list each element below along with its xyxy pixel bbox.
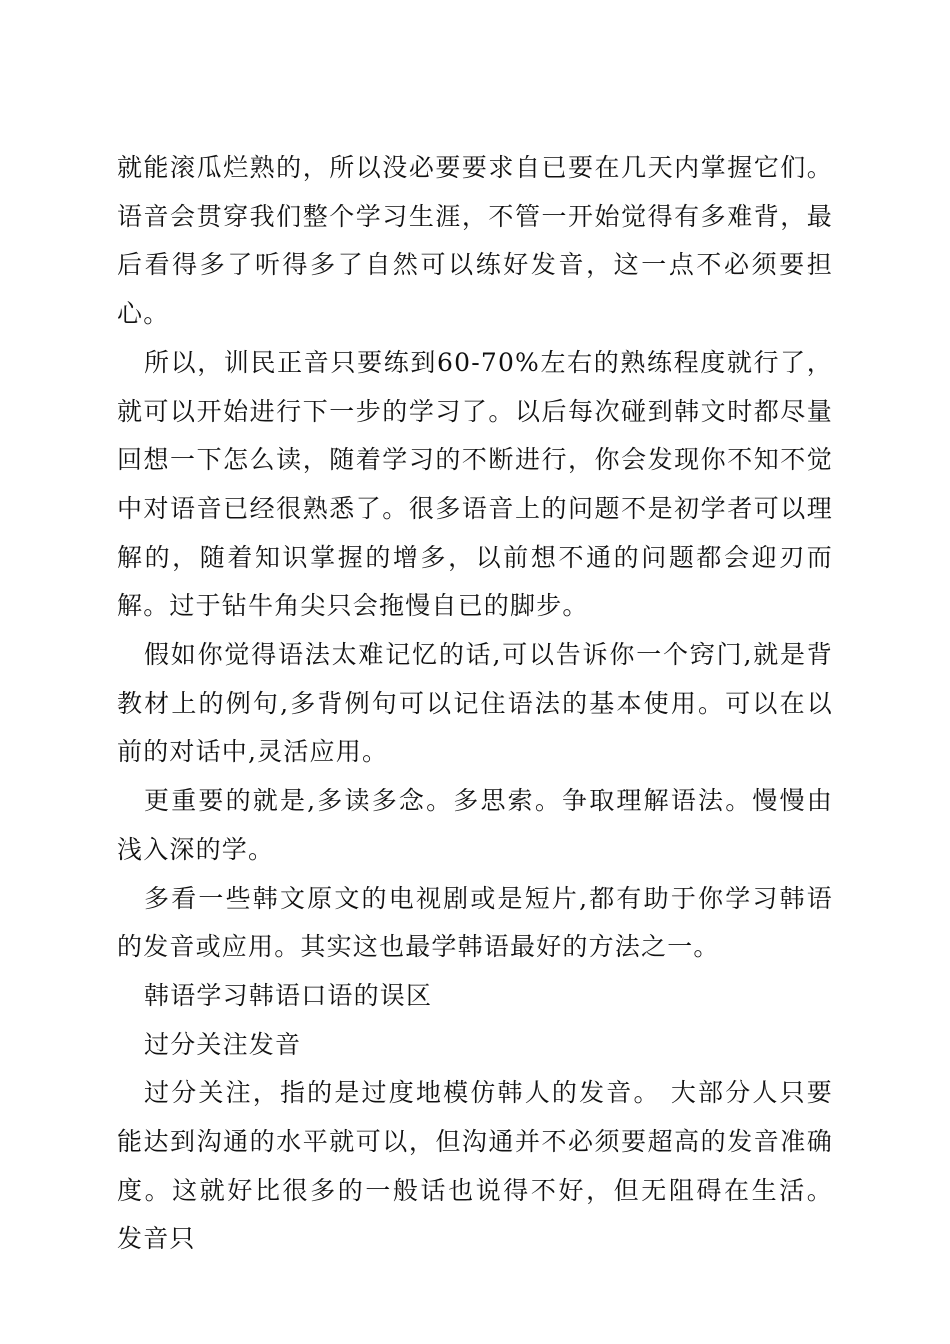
subsection-heading: 过分关注发音 [144, 1029, 302, 1059]
paragraph-6: 过分关注，指的是过度地模仿韩人的发音。 大部分人只要能达到沟通的水平就可以，但沟通并不必须要超高的发音准确度。这就好比很多的一般话也说得不好，但无阻碍在生活。 发音只 [117, 1078, 833, 1254]
section-heading: 韩语学习韩语口语的误区 [144, 980, 433, 1010]
paragraph-5: 多看一些韩文原文的电视剧或是短片,都有助于你学习韩语的发音或应用。其实这也最学韩语最好的方法之一。 [117, 883, 833, 962]
paragraph-2: 所以，训民正音只要练到60-70%左右的熟练程度就行了，就可以开始进行下一步的学习了。以后每次碰到韩文时都尽量回想一下怎么读，随着学习的不断进行，你会发现你不知不觉中对语音已经很熟悉了。很多语音上的问题不是初学者可以理解的，随着知识掌握的增多，以前想不通的问题都会迎刃而解。过于钻牛角尖只会拖慢自已的脚步。 [117, 347, 833, 621]
document-body [117, 144, 833, 1264]
paragraph-4: 更重要的就是,多读多念。多思索。争取理解语法。慢慢由浅入深的学。 [117, 786, 833, 864]
paragraph-3: 假如你觉得语法太难记忆的话,可以告诉你一个窍门,就是背教材上的例句,多背例句可以记住语法的基本使用。可以在以前的对话中,灵活应用。 [117, 640, 833, 767]
paragraph-1: 就能滚瓜烂熟的，所以没必要要求自已要在几天内掌握它们。语音会贯穿我们整个学习生涯，不管一开始觉得有多难背，最后看得多了听得多了自然可以练好发音，这一点不必须要担心。 [117, 153, 833, 329]
